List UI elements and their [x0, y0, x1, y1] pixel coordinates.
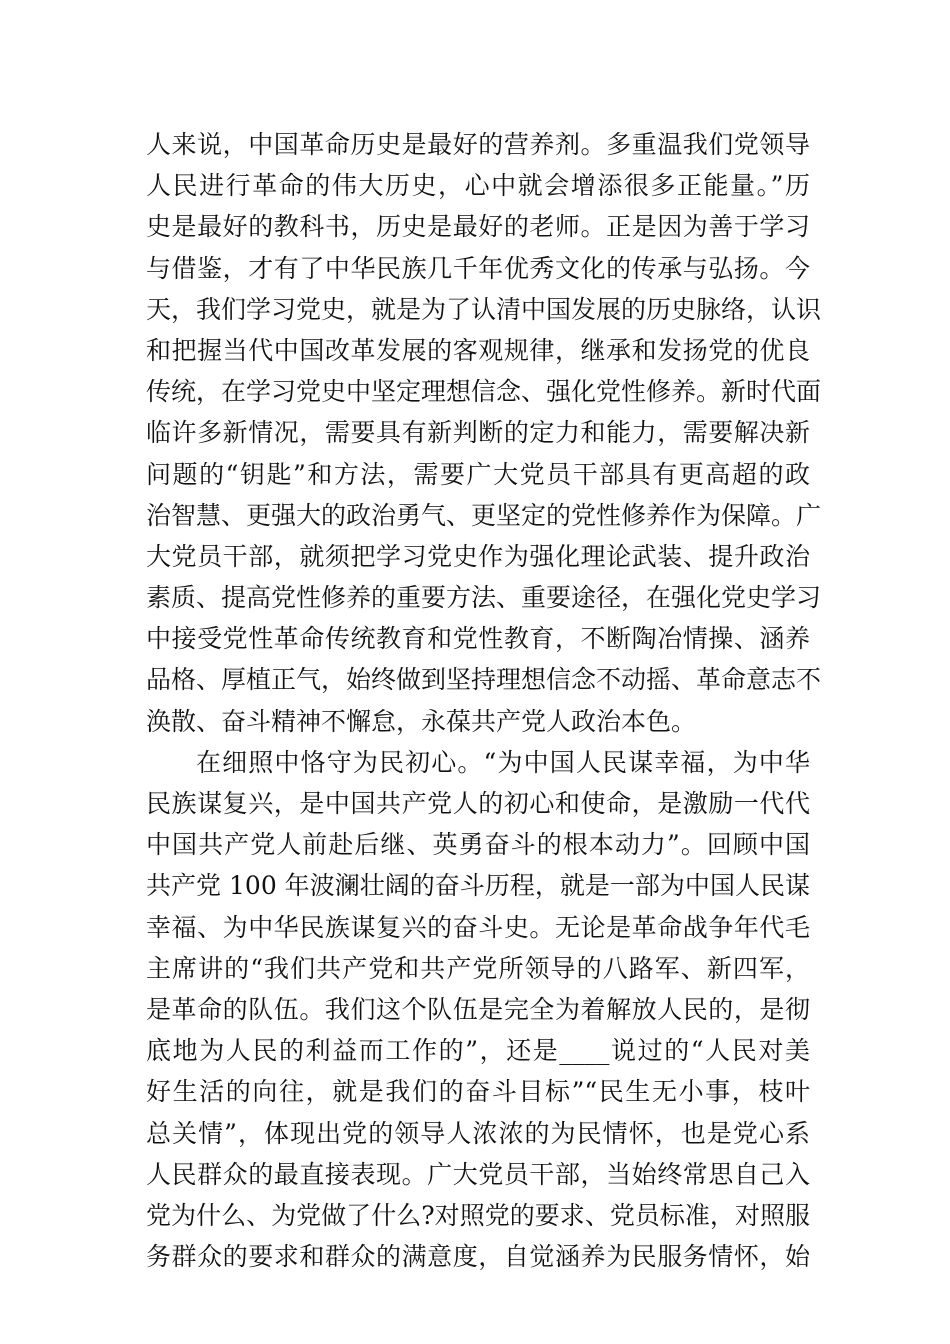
text-line: 共产党 100 年波澜壮阔的奋斗历程，就是一部为中国人民谋: [146, 871, 810, 901]
text-line: 总关情”，体现出党的领导人浓浓的为民情怀，也是党心系: [146, 1118, 810, 1148]
text-line: 中接受党性革命传统教育和党性教育，不断陶冶情操、涵养: [146, 624, 810, 654]
text-line: 素质、提高党性修养的重要方法、重要途径，在强化党史学习: [146, 583, 822, 613]
text-line: 临许多新情况，需要具有新判断的定力和能力，需要解决新: [146, 418, 810, 448]
text-line: 传统，在学习党史中坚定理想信念、强化党性修养。新时代面: [146, 377, 822, 407]
text-line: 人民进行革命的伟大历史，心中就会增添很多正能量。”历: [146, 171, 810, 201]
text-line: 好生活的向往，就是我们的奋斗目标”“民生无小事，枝叶: [146, 1077, 810, 1107]
text-line: 务群众的要求和群众的满意度，自觉涵养为民服务情怀，始: [146, 1242, 810, 1272]
text-line: 是革命的队伍。我们这个队伍是完全为着解放人民的，是彻: [146, 994, 810, 1024]
text-line: 底地为人民的利益而工作的”，还是____说过的“人民对美: [146, 1036, 810, 1066]
text-line: 和把握当代中国改革发展的客观规律，继承和发扬党的优良: [146, 335, 810, 365]
text-line: 品格、厚植正气，始终做到坚持理想信念不动摇、革命意志不: [146, 665, 822, 695]
text-line: 民族谋复兴，是中国共产党人的初心和使命，是激励一代代: [146, 789, 810, 818]
text-line: 治智慧、更强大的政治勇气、更坚定的党性修养作为保障。广: [146, 500, 822, 530]
text-line: 与借鉴，才有了中华民族几千年优秀文化的传承与弘扬。今: [146, 253, 810, 283]
text-line: 中国共产党人前赴后继、英勇奋斗的根本动力”。回顾中国: [146, 830, 810, 860]
text-line: 人民群众的最直接表现。广大党员干部，当始终常思自己入: [146, 1159, 810, 1189]
text-line: 在细照中恪守为民初心。“为中国人民谋幸福，为中华: [196, 747, 810, 777]
paragraph-1: [146, 124, 822, 742]
text-line: 涣散、奋斗精神不懈怠，永葆共产党人政治本色。: [146, 706, 697, 736]
text-line: 大党员干部，就须把学习党史作为强化理论武装、提升政治: [146, 541, 810, 571]
text-line: 主席讲的“我们共产党和共产党所领导的八路军、新四军，: [146, 953, 810, 983]
text-line: 史是最好的教科书，历史是最好的老师。正是因为善于学习: [146, 212, 810, 242]
body-text: [146, 124, 822, 1277]
text-line: 人来说，中国革命历史是最好的营养剂。多重温我们党领导: [146, 130, 810, 159]
text-line: 问题的“钥匙”和方法，需要广大党员干部具有更高超的政: [146, 459, 810, 489]
text-line: 幸福、为中华民族谋复兴的奋斗史。无论是革命战争年代毛: [146, 912, 810, 942]
text-line: 党为什么、为党做了什么?对照党的要求、党员标准，对照服: [146, 1200, 810, 1230]
paragraph-2: [146, 742, 810, 1277]
text-line: 天，我们学习党史，就是为了认清中国发展的历史脉络，认识: [146, 294, 822, 324]
